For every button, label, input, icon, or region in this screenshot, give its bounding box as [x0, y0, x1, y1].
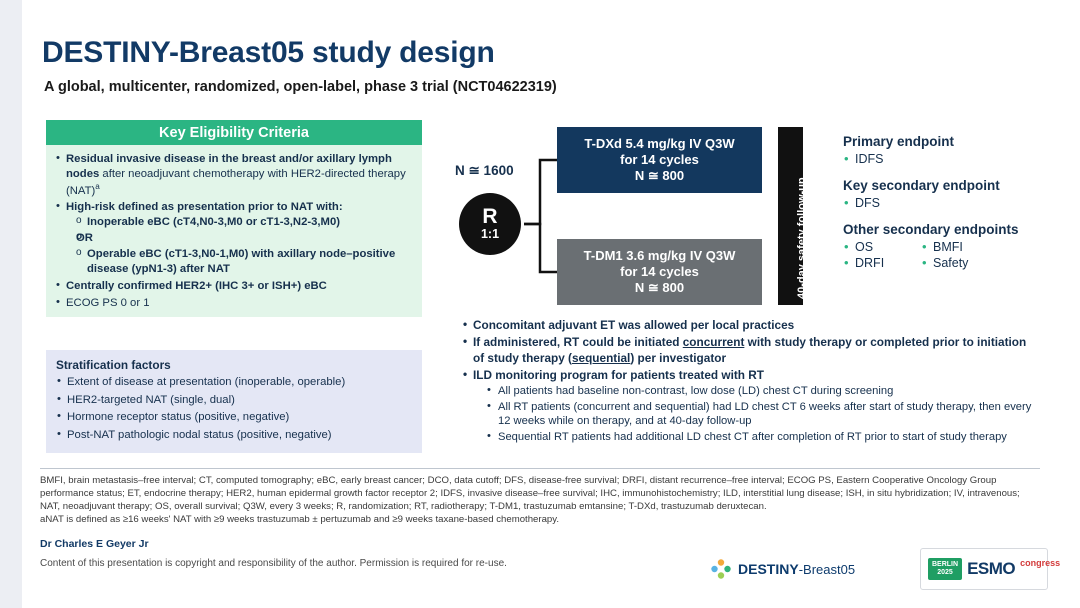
- eligibility-item-her2-confirmed: [55, 279, 413, 294]
- arm2-line1: T-DM1 3.6 mg/kg IV Q3W: [583, 247, 736, 263]
- destiny-logo: [710, 558, 855, 580]
- arm1-line2: for 14 cycles: [620, 151, 699, 167]
- ild-sub-item: • Sequential RT patients had additional LD chest CT after completion of RT prior to start of study therapy: [487, 430, 1040, 445]
- eligibility-item-operable: [74, 247, 413, 277]
- eligibility-header: Key Eligibility Criteria: [46, 120, 422, 145]
- note-radiotherapy-timing: [462, 335, 1040, 366]
- note3-label: ILD monitoring program for patients treated with RT: [473, 367, 764, 382]
- stratification-item: • HER2-targeted NAT (single, dual): [56, 393, 414, 409]
- eligibility-body: [46, 145, 422, 311]
- eligibility-item2-label: High-risk defined as presentation prior to NAT with:: [66, 201, 343, 214]
- page-title: DESTINY-Breast05 study design: [42, 36, 495, 69]
- note2-underline-concurrent: concurrent: [682, 335, 745, 350]
- endpoint-item-os: • OS: [843, 240, 921, 254]
- ild-monitoring-sublist: [473, 384, 1040, 444]
- treatment-arm-tdm1: [557, 239, 762, 305]
- esmo-berlin-city: BERLIN: [932, 561, 959, 569]
- endpoint-item-dfs: • DFS: [843, 196, 1073, 210]
- note2-part-b: with study therapy or completed prior to initiation of study therapy (: [473, 335, 1027, 365]
- eligibility-item1-rest: after neoadjuvant chemotherapy with HER2-directed therapy (NAT): [66, 167, 406, 197]
- abbreviations-text: BMFI, brain metastasis–free interval; CT, computed tomography; eBC, early breast cancer; DCO, data cutoff; DFS, disease-free survival; DRFI, distant recurrence–free interval; ECOG PS, Eastern Cooperative Oncology Group performance status; ET, endocrine therapy; HER2, human epidermal growth factor receptor 2; IDFS, invasive disease–free survival; IHC, immunohistochemistry; ILD, interstitial lung disease; ISH, in situ hybridization; IV, intravenous; NAT, neoadjuvant therapy; OS, overall survival; Q3W, every 3 weeks; R, randomization; RT, radiotherapy; T-DM1, trastuzumab emtansine; T-DXd, trastuzumab deruxtecan.: [40, 475, 1020, 513]
- safety-followup-bar: [778, 127, 808, 305]
- esmo-berlin-year: 2025: [937, 569, 953, 576]
- stratification-item: • Hormone receptor status (positive, negative): [56, 410, 414, 426]
- arm2-line2: for 14 cycles: [620, 263, 699, 279]
- stratification-panel: [46, 350, 422, 453]
- eligibility-item2b-text: Operable eBC (cT1-3,N0-1,M0) with axillary node–positive disease (ypN1-3) after NAT: [87, 248, 396, 276]
- footnotes-block: [40, 474, 1040, 527]
- eligibility-item1-bold: Residual invasive disease in the breast and/or axillary lymph nodes: [66, 153, 392, 180]
- page-subtitle: A global, multicenter, randomized, open-label, phase 3 trial (NCT04622319): [44, 79, 557, 95]
- esmo-congress-logo: [920, 548, 1061, 590]
- eligibility-item-inoperable: [74, 215, 413, 230]
- ild-sub-item: • All patients had baseline non-contrast, low dose (LD) chest CT during screening: [487, 384, 1040, 399]
- key-secondary-endpoint-heading: Key secondary endpoint: [843, 178, 1000, 193]
- primary-endpoint-list: [843, 152, 1073, 166]
- randomization-node: [459, 193, 521, 255]
- randomization-ratio: 1:1: [480, 227, 500, 242]
- key-secondary-endpoint-list: [843, 196, 1073, 210]
- ild-sub-item: • All RT patients (concurrent and sequential) had LD chest CT 6 weeks after start of study therapy, then every 12 weeks while on therapy, and at 40-day follow-up: [487, 400, 1040, 429]
- endpoint-item-safety: • Safety: [921, 256, 999, 270]
- eligibility-item3-text: Centrally confirmed HER2+ (IHC 3+ or ISH+) eBC: [66, 280, 327, 293]
- note-ild-monitoring: [462, 368, 1040, 445]
- eligibility-panel: [46, 120, 422, 317]
- eligibility-item1-superscript: a: [95, 181, 100, 191]
- eligibility-item-ecog: • ECOG PS 0 or 1: [55, 296, 413, 311]
- other-secondary-endpoints-heading: Other secondary endpoints: [843, 222, 1019, 237]
- arm2-line3: N ≅ 800: [634, 280, 685, 296]
- esmo-berlin-badge: [928, 558, 962, 579]
- eligibility-item-residual-disease: [55, 152, 413, 198]
- safety-followup-label: 40-day safety follow-up: [796, 177, 808, 299]
- note-concomitant-et: • Concomitant adjuvant ET was allowed per local practices: [462, 318, 1040, 333]
- copyright-text: Content of this presentation is copyright and responsibility of the author. Permission is required for re-use.: [40, 558, 507, 569]
- presenter-name: Dr Charles E Geyer Jr: [40, 538, 149, 550]
- footnote-a-text: aNAT is defined as ≥16 weeks' NAT with ≥9 weeks trastuzumab ± pertuzumab and ≥9 weeks taxane-based chemotherapy.: [40, 514, 560, 526]
- treatment-arm-tdxd: [557, 127, 762, 193]
- primary-endpoint-heading: Primary endpoint: [843, 134, 955, 149]
- study-notes: [462, 318, 1040, 447]
- other-endpoint-list-col2: [921, 240, 999, 272]
- destiny-logo-text: [738, 561, 855, 577]
- note2-underline-sequential: sequential: [571, 350, 631, 365]
- other-endpoint-list-col1: [843, 240, 921, 272]
- eligibility-item-high-risk: [55, 200, 413, 277]
- total-enrollment-label: N ≅ 1600: [455, 163, 514, 178]
- eligibility-item-or: o OR: [74, 231, 413, 246]
- stratification-body: [46, 375, 422, 443]
- stratification-title: Stratification factors: [56, 358, 171, 372]
- esmo-wordmark: ESMO: [967, 559, 1016, 578]
- endpoint-item-drfi: • DRFI: [843, 256, 921, 270]
- footer-divider: [40, 468, 1040, 469]
- endpoint-item-bmfi: • BMFI: [921, 240, 999, 254]
- endpoints-panel: [843, 134, 1073, 284]
- arm1-line3: N ≅ 800: [634, 168, 685, 184]
- destiny-logo-sub: -Breast05: [798, 562, 856, 577]
- note2-part-c: ) per investigator: [630, 350, 727, 365]
- esmo-congress-word: congress: [1020, 558, 1061, 568]
- destiny-logo-mark-icon: [710, 558, 732, 580]
- stratification-item: • Extent of disease at presentation (inoperable, operable): [56, 375, 414, 391]
- endpoint-item-idfs: • IDFS: [843, 152, 1073, 166]
- stratification-item: • Post-NAT pathologic nodal status (positive, negative): [56, 428, 414, 444]
- eligibility-item2a-text: Inoperable eBC (cT4,N0-3,M0 or cT1-3,N2-3,M0): [87, 216, 340, 229]
- arm1-line1: T-DXd 5.4 mg/kg IV Q3W: [584, 135, 735, 151]
- left-accent-bar: [0, 0, 22, 608]
- other-endpoints-columns: [843, 240, 1073, 284]
- note2-part-a: If administered, RT could be initiated: [473, 335, 683, 350]
- randomization-letter: R: [482, 205, 498, 229]
- destiny-logo-main: DESTINY: [738, 561, 799, 577]
